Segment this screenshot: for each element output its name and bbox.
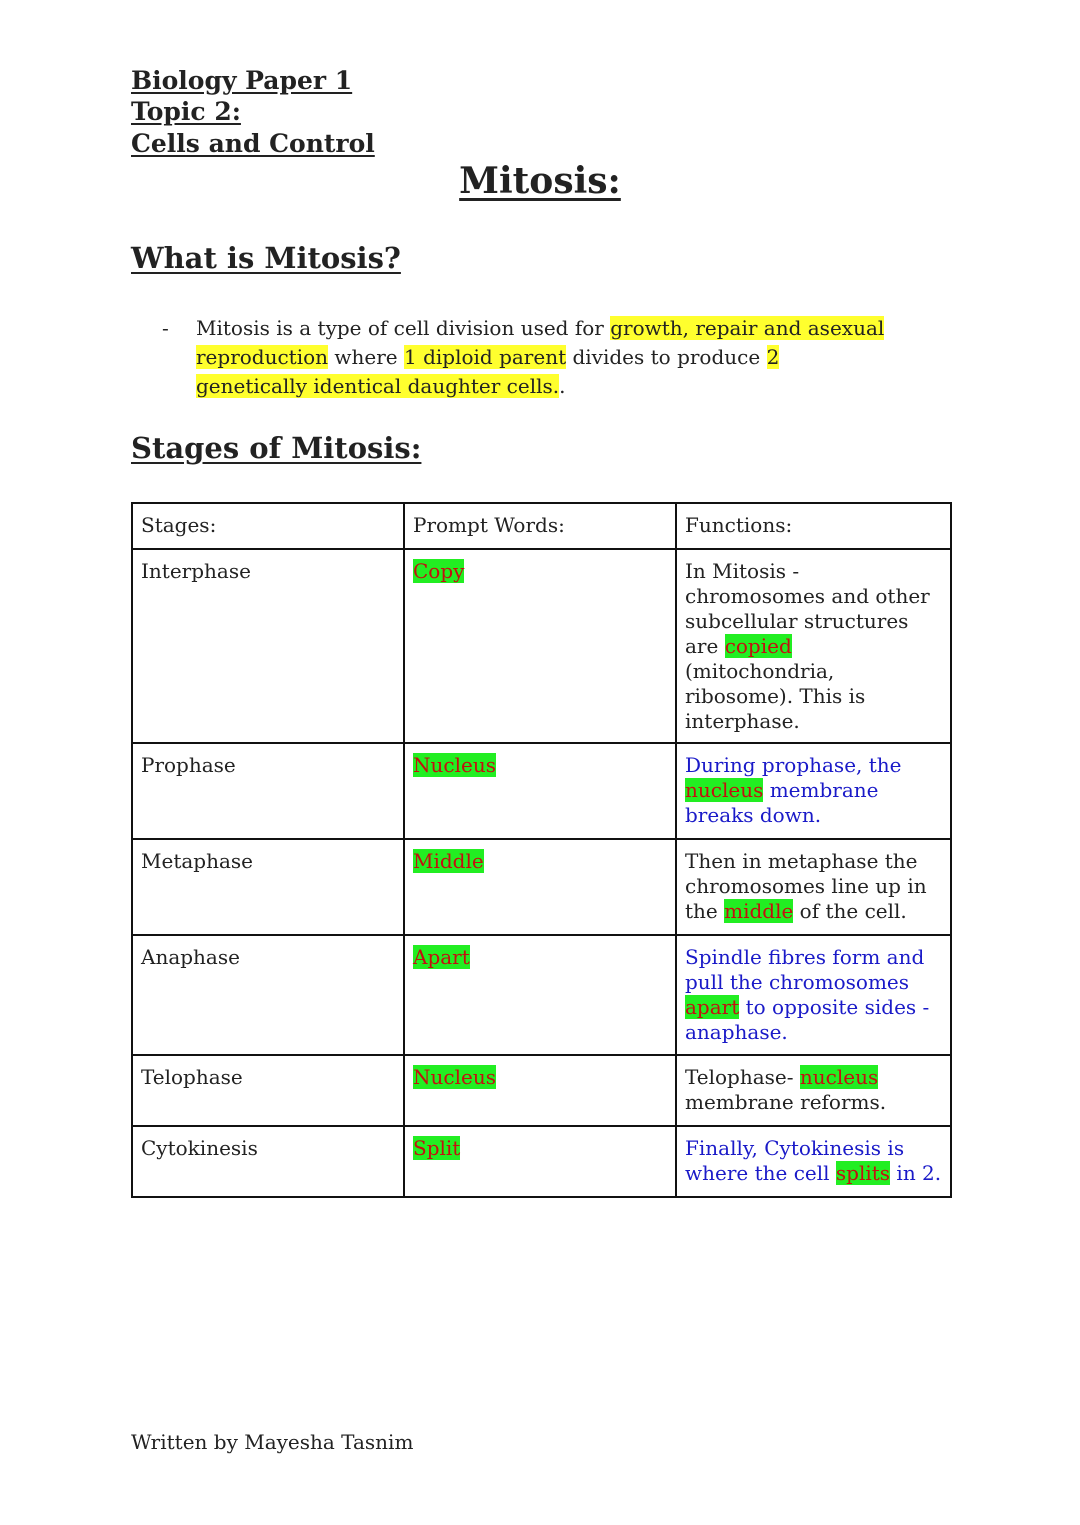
definition-part: where <box>328 345 404 369</box>
function-text: In Mitosis - chromosomes and other subcellular structures are <box>685 559 930 658</box>
stage-name: Interphase <box>132 549 404 743</box>
what-is-mitosis-heading: What is Mitosis? <box>131 241 401 275</box>
prompt-word-cell <box>404 1055 676 1126</box>
function-cell <box>676 1126 951 1197</box>
function-keyword: middle <box>724 899 794 923</box>
function-text: (mitochondria, ribosome). This is interphase. <box>685 659 866 733</box>
table-row <box>132 549 951 743</box>
function-cell <box>676 1055 951 1126</box>
table-row <box>132 1126 951 1197</box>
prompt-word-cell <box>404 743 676 839</box>
function-text: Spindle fibres form and pull the chromosomes <box>685 945 925 994</box>
header-functions: Functions: <box>676 503 951 549</box>
function-text: membrane breaks down. <box>685 778 879 827</box>
function-keyword: copied <box>724 634 792 658</box>
function-cell <box>676 839 951 935</box>
prompt-word: Split <box>413 1136 461 1160</box>
highlight-growth-repair: growth, repair and asexual reproduction <box>196 316 885 369</box>
topic-label: Topic 2: <box>131 97 241 126</box>
definition-part: Mitosis is a type of cell division used for <box>196 316 611 340</box>
header-prompt-words: Prompt Words: <box>404 503 676 549</box>
stage-name: Metaphase <box>132 839 404 935</box>
prompt-word-cell <box>404 935 676 1055</box>
stage-name: Anaphase <box>132 935 404 1055</box>
header-stages: Stages: <box>132 503 404 549</box>
stage-name: Prophase <box>132 743 404 839</box>
function-text: Telophase- <box>685 1065 800 1089</box>
function-text: Then in metaphase the chromosomes line up in the <box>685 849 927 923</box>
prompt-word: Nucleus <box>413 1065 496 1089</box>
page-title: Mitosis: <box>459 160 621 202</box>
table-row <box>132 839 951 935</box>
function-text: of the cell. <box>793 899 907 923</box>
prompt-word-cell <box>404 1126 676 1197</box>
highlight-daughter-cells: 2 genetically identical daughter cells. <box>196 345 780 398</box>
highlight-diploid-parent: 1 diploid parent <box>404 345 567 369</box>
prompt-word: Apart <box>413 945 470 969</box>
function-text: membrane reforms. <box>685 1090 887 1114</box>
prompt-word: Middle <box>413 849 484 873</box>
prompt-word: Copy <box>413 559 465 583</box>
function-text: Finally, Cytokinesis is where the cell <box>685 1136 905 1185</box>
prompt-word: Nucleus <box>413 753 496 777</box>
table-row <box>132 743 951 839</box>
function-cell <box>676 549 951 743</box>
stages-table <box>131 502 952 1198</box>
function-text: in 2. <box>890 1161 942 1185</box>
table-row <box>132 1055 951 1126</box>
stage-name: Cytokinesis <box>132 1126 404 1197</box>
prompt-word-cell <box>404 839 676 935</box>
function-cell <box>676 743 951 839</box>
definition-text <box>196 314 886 401</box>
function-keyword: nucleus <box>685 778 764 802</box>
stages-heading: Stages of Mitosis: <box>131 431 422 465</box>
definition-part: . <box>559 374 566 398</box>
function-keyword: nucleus <box>799 1065 879 1089</box>
function-text: During prophase, the <box>685 753 902 777</box>
prompt-word-cell <box>404 549 676 743</box>
bullet-dash: - <box>162 316 169 340</box>
paper-title: Biology Paper 1 <box>131 66 353 95</box>
topic-name: Cells and Control <box>131 129 375 158</box>
stage-name: Telophase <box>132 1055 404 1126</box>
function-cell <box>676 935 951 1055</box>
definition-part: divides to produce <box>566 345 767 369</box>
table-row <box>132 935 951 1055</box>
function-text: to opposite sides - anaphase. <box>685 995 930 1044</box>
function-keyword: apart <box>685 995 740 1019</box>
author-footer: Written by Mayesha Tasnim <box>131 1430 414 1454</box>
table-header-row <box>132 503 951 549</box>
function-keyword: splits <box>835 1161 891 1185</box>
